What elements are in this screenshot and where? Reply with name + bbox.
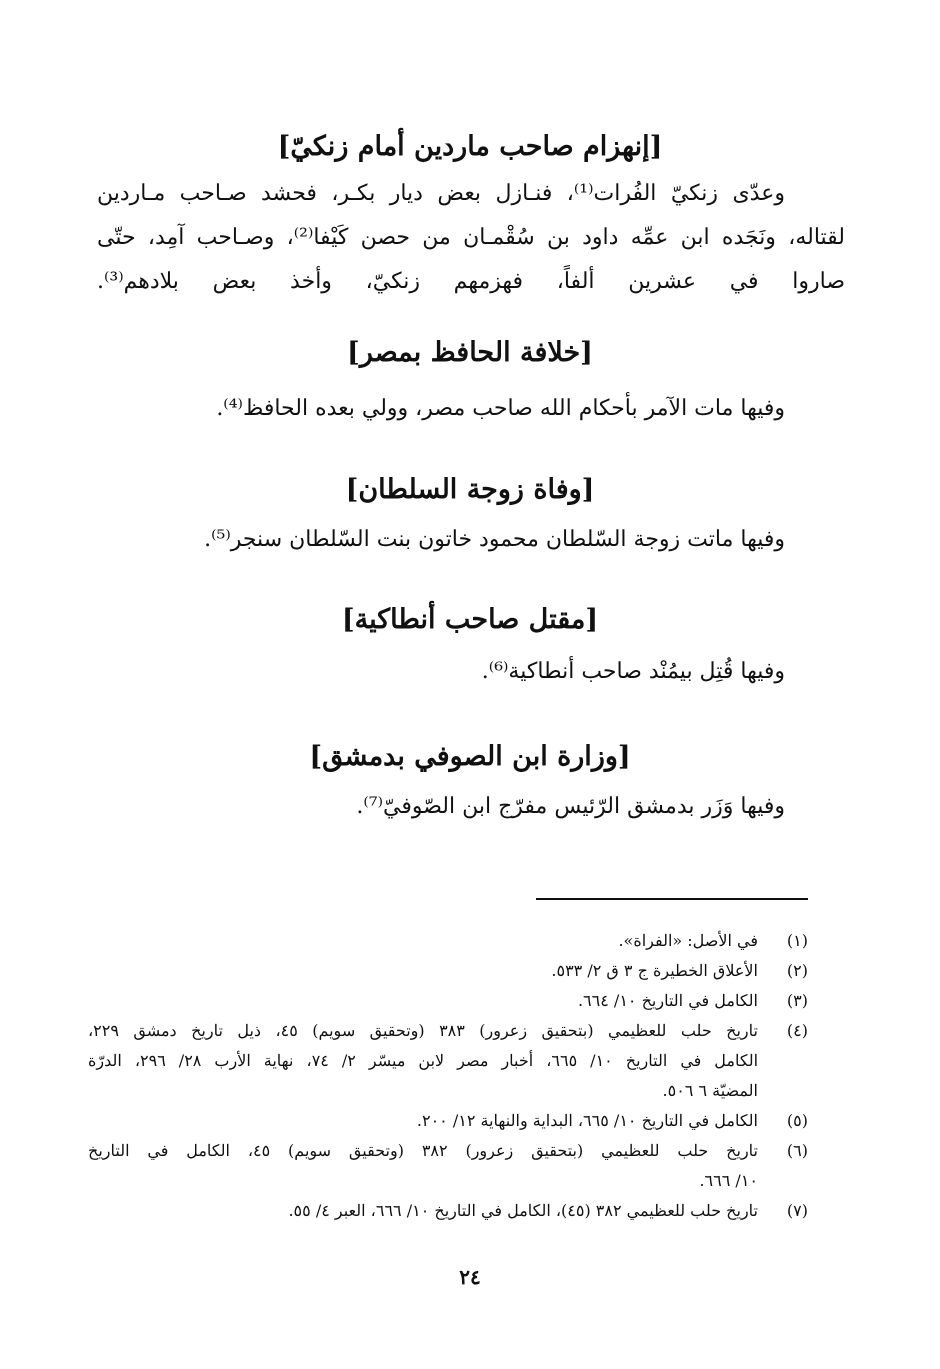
section-heading-ibn-sufi-vizierate: [وزارة ابن الصوفي بدمشق] [309,741,631,772]
footnote-item [88,1136,808,1196]
section-paragraph-hafiz-caliphate [85,387,785,431]
section-heading-antioch-lord-killed: [مقتل صاحب أنطاكية] [341,604,599,635]
footnote-line: الأعلاق الخطيرة ج ٣ ق ٢/ ٥٣٣. [551,961,758,980]
footnote-line: الكامل في التاريخ ١٠/ ٦٦٥، البداية والنهاية ١٢/ ٢٠٠. [416,1111,758,1130]
section-paragraph-ibn-sufi-vizierate [85,785,785,829]
footnote-separator [536,898,808,900]
footnote-number: (٥) [786,1111,808,1130]
section-paragraph-antioch-lord-killed [85,650,785,694]
footnote-line: تاريخ حلب للعظيمي (بتحقيق زعرور) ٣٨٣ (وتحقيق سويم) ٤٥، ذيل تاريخ دمشق ٢٢٩، [88,1021,758,1040]
footnote-number: (١) [786,931,808,950]
section-heading-hafiz-caliphate: [خلافة الحافظ بمصر] [347,337,593,368]
section-heading-mardin-defeat: [إنهزام صاحب ماردين أمام زنكيّ] [277,131,663,162]
section-paragraph-mardin-defeat [97,172,845,304]
footnote-number: (٣) [786,991,808,1010]
footnote-number: (٢) [786,961,808,980]
footnote-text [88,956,758,986]
footnote-line: الكامل في التاريخ ١٠/ ٦٦٤. [577,991,758,1010]
paragraph-line: وفيها ماتت زوجة السّلطان محمود خاتون بنت السّلطان سنجر⁽⁵⁾. [204,527,785,552]
paragraph-line: وعدّى زنكيّ الفُرات⁽¹⁾، فنـازل بعض ديار بكـر، فحشد صـاحب مـاردين [97,181,785,206]
footnote-number: (٧) [786,1201,808,1220]
footnote-text [88,1136,758,1196]
footnotes [88,926,808,1226]
footnote-text [88,1196,758,1226]
footnote-line: الكامل في التاريخ ١٠/ ٦٦٥، أخبار مصر لابن ميسّر ٢/ ٧٤، نهاية الأرب ٢٨/ ٢٩٦، الدرّة [88,1051,758,1070]
footnote-line: ١٠/ ٦٦٦. [699,1171,758,1190]
footnote-item [88,1106,808,1136]
footnote-text [88,986,758,1016]
footnote-item [88,926,808,956]
footnote-line: تاريخ حلب للعظيمي ٣٨٢ (٤٥)، الكامل في التاريخ ١٠/ ٦٦٦، العبر ٤/ ٥٥. [288,1201,758,1220]
footnote-number: (٦) [786,1141,808,1160]
paragraph-line: وفيها قُتِل بيمُنْد صاحب أنطاكية⁽⁶⁾. [481,659,785,684]
paragraph-line: صاروا في عشرين ألفاً، فهزمهم زنكيّ، وأخذ بعض بلادهم⁽³⁾. [97,269,845,294]
footnote-text [88,926,758,956]
footnote-item [88,956,808,986]
footnote-item [88,986,808,1016]
paragraph-line: وفيها وَزَر بدمشق الرّئيس مفرّج ابن الصّوفيّ⁽⁷⁾. [356,794,785,819]
section-paragraph-sultan-wife-death [85,518,785,562]
footnote-line: تاريخ حلب للعظيمي (بتحقيق زعرور) ٣٨٢ (وتحقيق سويم) ٤٥، الكامل في التاريخ [88,1141,758,1160]
paragraph-line: لقتاله، ونَجَده ابن عمِّه داود بن سُقْمـان من حصن كَيْفا⁽²⁾، وصـاحب آمِد، حتّى [97,225,845,250]
section-heading-sultan-wife-death: [وفاة زوجة السلطان] [345,474,595,505]
footnote-number: (٤) [786,1021,808,1040]
footnote-item [88,1196,808,1226]
footnote-line: المضيّة ٦ ٥٠٦. [662,1081,758,1100]
footnote-line: في الأصل: «الفراة». [618,931,758,950]
footnote-text [88,1016,758,1106]
footnote-item [88,1016,808,1106]
page-number: ٢٤ [459,1265,481,1289]
paragraph-line: وفيها مات الآمر بأحكام الله صاحب مصر، وولي بعده الحافظ⁽⁴⁾. [216,396,785,421]
footnote-text [88,1106,758,1136]
